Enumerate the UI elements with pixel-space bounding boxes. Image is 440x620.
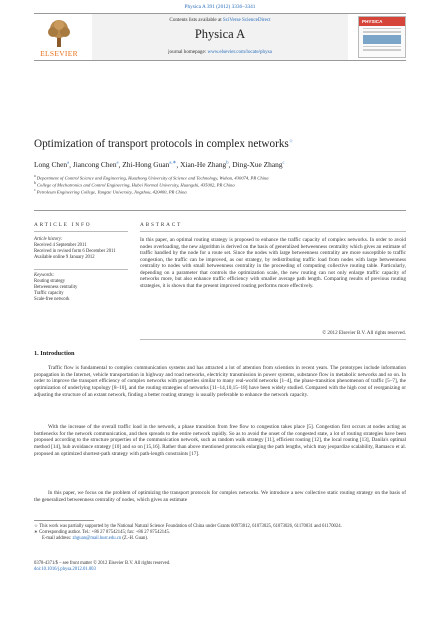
copyright-notice: © 2012 Elsevier B.V. All rights reserved. bbox=[322, 330, 406, 336]
author-affil-mark: b bbox=[226, 160, 229, 165]
journal-title: Physica A bbox=[194, 27, 246, 41]
title-footnote-mark[interactable]: ☆ bbox=[288, 139, 294, 145]
author-name: Xian-He Zhang bbox=[180, 160, 227, 170]
affiliation bbox=[34, 188, 414, 195]
journal-cover-thumbnail[interactable] bbox=[358, 16, 406, 58]
front-matter-info bbox=[34, 561, 234, 573]
body-paragraph bbox=[34, 424, 406, 457]
journal-header-band bbox=[34, 13, 406, 61]
affiliation-text: Department of Control Science and Engineering, Huazhong University of Science and Technology, Wuhan, 430074, PR China bbox=[36, 175, 269, 181]
email-label: E-mail address: bbox=[42, 536, 73, 542]
keyword[interactable]: Betweenness centrality bbox=[34, 285, 78, 291]
cover-line bbox=[363, 49, 401, 50]
introduction-heading: 1. Introduction bbox=[34, 350, 75, 357]
affiliation-mark: c bbox=[34, 188, 36, 192]
cover-graphic bbox=[363, 35, 401, 44]
history-item: Available online 9 January 2012 bbox=[34, 255, 95, 261]
article-title-text: Optimization of transport protocols in complex networks bbox=[34, 138, 289, 150]
journal-homepage-link[interactable]: www.elsevier.com/locate/physa bbox=[207, 49, 272, 55]
author-list: Long Chen$^a$, Jiancong Chen$^a$, Zhi-Hong Guan$^{a,∗}$, Xian-He Zhang$^b$, Ding-Xue Zhang$^c$ bbox=[34, 160, 285, 170]
abstract-text: In this paper, an optimal routing strategy is proposed to enhance the traffic capacity of complex networks. In order to avoid nodes overloading, the new algorithm is derived on the basis of generalized betweenness centrality which gives an estimate of traffic handled by the node for a route set. Since the nodes with large betweenness centrality are more susceptible to traffic congestion, the traffic can be improved, as our strategy, by redistributing traffic load from nodes with large betweenness centrality to nodes with small betweenness centrality in the proceeding of computing collective routing table. Particularly, depending on a parameter that controls the optimization scale, the new routing can not only enlarge traffic capacity of networks more, but also enhance traffic efficiency with smaller average path length. Comparing results of previous routing strategies, it is shown that the present improved routing performs more effectively. bbox=[140, 237, 406, 289]
section-divider bbox=[34, 210, 406, 211]
doi-link[interactable]: doi:10.1016/j.physa.2012.01.003 bbox=[34, 567, 96, 573]
article-history bbox=[34, 237, 128, 261]
author[interactable] bbox=[34, 160, 69, 169]
email-link[interactable]: zhguan@mail.hust.edu.cn bbox=[72, 536, 122, 542]
keyword[interactable]: Scale-free network bbox=[34, 297, 70, 303]
cover-line bbox=[363, 46, 401, 47]
contents-prefix: Contents lists available at bbox=[169, 17, 223, 23]
body-paragraph bbox=[34, 490, 406, 503]
abstract-heading: ABSTRACT bbox=[140, 222, 183, 228]
email-owner: (Z.-H. Guan). bbox=[121, 536, 149, 542]
running-head: Physica A 391 (2012) 3336–3341 bbox=[184, 4, 256, 10]
article-title bbox=[34, 138, 414, 150]
author-affil-mark: a bbox=[67, 160, 70, 165]
footnotes bbox=[34, 524, 406, 542]
affiliation bbox=[34, 174, 414, 181]
history-label: Article history: bbox=[34, 237, 63, 242]
author-affil-mark: a bbox=[116, 160, 119, 165]
author-affil-mark: a,∗ bbox=[169, 160, 177, 165]
publisher-name: ELSEVIER bbox=[40, 49, 78, 58]
article-info-rule bbox=[34, 269, 128, 270]
history-item: Received 4 September 2011 bbox=[34, 243, 87, 249]
affiliation-mark: a bbox=[34, 174, 36, 178]
paragraph-text: With the increase of the overall traffic load in the network, a phase transition from free flow to congestion takes place [5]. Congestion first occurs at nodes acting as bottlenecks for the network communication, and then spreads to the entire network rapidly. So as to avoid the onset of the congested state, a lot of routing strategies have been proposed according to the structure properties of the communication network, such as random walk strategy [11], efficient routing [12], the local routing [13], Danila's optimal method [14], hub avoidance strategy [10] and so on [15,16]. Rather than above mentioned protocols enlarging the path lengths, which may jeopardize scalability, Ramasco et al. proposed an optimized shortest-path strategy with path-length constraints [17]. bbox=[34, 424, 406, 457]
sciencedirect-link[interactable]: SciVerse ScienceDirect bbox=[222, 17, 271, 23]
author-name: Ding-Xue Zhang bbox=[232, 160, 283, 170]
homepage-line bbox=[92, 49, 348, 55]
issn-line: 0378-4371/$ – see front matter © 2012 Elsevier B.V. All rights reserved. bbox=[34, 561, 171, 566]
contents-line bbox=[92, 17, 348, 23]
email-footnote bbox=[34, 536, 406, 542]
history-item: Received in revised form 6 December 2011 bbox=[34, 249, 116, 255]
author[interactable] bbox=[73, 160, 119, 169]
cover-line bbox=[363, 31, 401, 32]
elsevier-tree-icon bbox=[44, 18, 74, 48]
author-affil-mark: c bbox=[282, 160, 285, 165]
funding-footnote: ☆ This work was partially supported by the National Natural Science Foundation of China under Grants 60973012, 61073025, 61073026, 61170031 and 61170024. bbox=[34, 524, 342, 529]
corresponding-author-footnote: ∗ Corresponding author. Tel.: +86 27 87542145; fax: +86 27 87542145. bbox=[34, 530, 171, 536]
paragraph-text: In this paper, we focus on the problem of optimizing the transport protocols for complex networks. We introduce a new collective static routing strategy on the basis of the generalized betweenness centrality of nodes, which gives an estimate bbox=[34, 490, 406, 503]
abstract-rule bbox=[140, 231, 406, 232]
affiliation bbox=[34, 181, 414, 188]
author[interactable] bbox=[180, 160, 228, 169]
keywords bbox=[34, 273, 128, 303]
footnote-rule bbox=[34, 520, 94, 521]
author[interactable] bbox=[122, 160, 176, 169]
body-paragraph bbox=[34, 365, 406, 398]
keywords-label: Keywords: bbox=[34, 273, 55, 278]
keyword[interactable]: Traffic capacity bbox=[34, 291, 64, 297]
journal-info-box bbox=[92, 14, 348, 60]
affiliation-text: Petroleum Engineering College, Yangtze University, Jingzhou, 420400, PR China bbox=[36, 189, 187, 195]
article-info-heading: ARTICLE INFO bbox=[34, 222, 92, 228]
homepage-prefix: journal homepage: bbox=[168, 49, 208, 55]
author-name: Zhi-Hong Guan bbox=[122, 160, 170, 170]
cover-line bbox=[363, 28, 401, 29]
affiliation-mark: b bbox=[34, 181, 36, 185]
author-name: Jiancong Chen bbox=[72, 160, 117, 170]
affiliation-text: College of Mechatronics and Control Engineering, Hubei Normal University, Huangshi, 435002, PR China bbox=[36, 182, 235, 188]
author-name: Long Chen bbox=[34, 160, 68, 170]
author[interactable] bbox=[232, 160, 284, 169]
keyword[interactable]: Routing strategy bbox=[34, 279, 66, 285]
elsevier-logo[interactable] bbox=[34, 17, 84, 59]
paragraph-text: Traffic flow is fundamental to complex communication systems and has attracted a lot of attention from scientists in recent years. The prototypes include information propagation in the Internet, vehicle transportation in highway and road networks, electricity transmission in power systems, substance flow in metabolic networks and so on. In order to improve the transport efficiency of complex networks with properties similar to many real-world networks [1–4], the phase-transition phenomenon of traffic [5–7], the optimization of underlying topology [8–10], and the routing strategies of networks [11–14,10,15–18] have been widely studied. Compared with the high cost of reorganizing or adjusting the structure of an extant network, finding a better routing strategy is usually preferable to enhance the network capacity. bbox=[34, 365, 406, 398]
abstract-rule bbox=[140, 339, 406, 340]
article-info-rule bbox=[34, 231, 128, 232]
cover-title: PHYSICA bbox=[359, 17, 405, 26]
